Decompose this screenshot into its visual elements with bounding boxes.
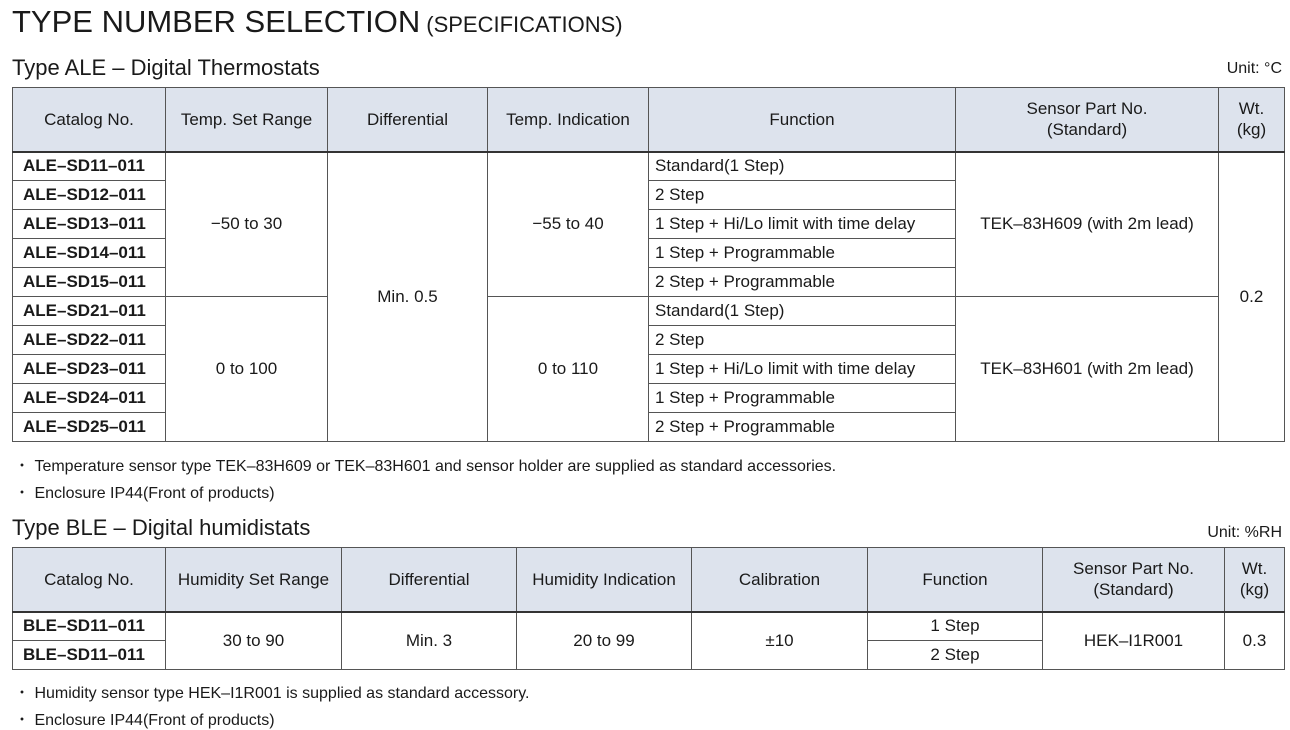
ble-header-sensor: [1043, 548, 1225, 612]
set-range-cell: −50 to 30: [166, 152, 328, 297]
ble-header-function: Function: [868, 548, 1043, 612]
sensor-cell: HEK–I1R001: [1043, 612, 1225, 670]
function-cell: 2 Step + Programmable: [649, 268, 956, 297]
catalog-cell: ALE–SD13–011: [13, 210, 166, 239]
catalog-cell: ALE–SD23–011: [13, 355, 166, 384]
ale-header-differential: Differential: [328, 88, 488, 152]
ble-header-row: [13, 548, 1285, 612]
indication-cell: −55 to 40: [488, 152, 649, 297]
page-subtitle: (SPECIFICATIONS): [426, 12, 623, 37]
table-row: [13, 152, 1285, 181]
sensor-cell: TEK–83H601 (with 2m lead): [956, 297, 1219, 442]
ale-header-sensor-line2: (Standard): [1046, 120, 1128, 140]
ble-header-calibration: Calibration: [692, 548, 868, 612]
page-title-main: TYPE NUMBER SELECTION: [12, 4, 421, 39]
ble-header-weight-line2: (kg): [1239, 580, 1270, 600]
indication-cell: 20 to 99: [517, 612, 692, 670]
ale-header-set-range: Temp. Set Range: [166, 88, 328, 152]
ale-header-catalog: Catalog No.: [13, 88, 166, 152]
weight-cell: 0.2: [1219, 152, 1285, 442]
page-title: [12, 4, 623, 40]
table-row: [13, 612, 1285, 641]
ble-spec-table: [12, 547, 1285, 670]
ble-header-weight: [1225, 548, 1285, 612]
function-cell: 1 Step + Programmable: [649, 239, 956, 268]
ale-header-sensor-line1: Sensor Part No.: [1026, 99, 1148, 119]
indication-cell: 0 to 110: [488, 297, 649, 442]
function-cell: 2 Step: [868, 641, 1043, 670]
ale-header-function: Function: [649, 88, 956, 152]
ble-header-sensor-line2: (Standard): [1093, 580, 1174, 600]
ble-note-2: ・ Enclosure IP44(Front of products): [14, 712, 275, 729]
function-cell: 2 Step: [649, 181, 956, 210]
ble-header-set-range: Humidity Set Range: [166, 548, 342, 612]
ale-section-title: Type ALE – Digital Thermostats: [12, 55, 320, 80]
catalog-cell: BLE–SD11–011: [13, 612, 166, 641]
ble-header-weight-line1: Wt.: [1241, 559, 1268, 579]
ale-header-weight-line1: Wt.: [1238, 99, 1265, 119]
function-cell: 1 Step + Programmable: [649, 384, 956, 413]
ale-header-row: [13, 88, 1285, 152]
differential-cell: Min. 0.5: [328, 152, 488, 442]
catalog-cell: ALE–SD24–011: [13, 384, 166, 413]
catalog-cell: ALE–SD22–011: [13, 326, 166, 355]
catalog-cell: ALE–SD14–011: [13, 239, 166, 268]
ale-note-1: ・ Temperature sensor type TEK–83H609 or TEK–83H601 and sensor holder are supplied as standard accessories.: [14, 458, 837, 475]
ble-header-differential: Differential: [342, 548, 517, 612]
set-range-cell: 0 to 100: [166, 297, 328, 442]
ble-note-1: ・ Humidity sensor type HEK–I1R001 is supplied as standard accessory.: [14, 685, 530, 702]
function-cell: 1 Step + Hi/Lo limit with time delay: [649, 355, 956, 384]
function-cell: Standard(1 Step): [649, 297, 956, 326]
function-cell: 1 Step + Hi/Lo limit with time delay: [649, 210, 956, 239]
ble-header-sensor-line1: Sensor Part No.: [1073, 559, 1194, 579]
ale-spec-table: [12, 87, 1285, 442]
ale-note-2: ・ Enclosure IP44(Front of products): [14, 485, 275, 502]
catalog-cell: ALE–SD25–011: [13, 413, 166, 442]
ale-unit-label: Unit: °C: [1226, 60, 1282, 77]
ble-header-catalog: Catalog No.: [13, 548, 166, 612]
catalog-cell: BLE–SD11–011: [13, 641, 166, 670]
ale-header-weight: [1219, 88, 1285, 152]
calibration-cell: ±10: [692, 612, 868, 670]
ale-header-sensor: [956, 88, 1219, 152]
function-cell: 2 Step + Programmable: [649, 413, 956, 442]
ble-header-indication: Humidity Indication: [517, 548, 692, 612]
function-cell: 1 Step: [868, 612, 1043, 641]
function-cell: 2 Step: [649, 326, 956, 355]
catalog-cell: ALE–SD12–011: [13, 181, 166, 210]
table-row: [13, 297, 1285, 326]
set-range-cell: 30 to 90: [166, 612, 342, 670]
function-cell: Standard(1 Step): [649, 152, 956, 181]
ble-unit-label: Unit: %RH: [1207, 524, 1282, 541]
differential-cell: Min. 3: [342, 612, 517, 670]
weight-cell: 0.3: [1225, 612, 1285, 670]
ale-header-indication: Temp. Indication: [488, 88, 649, 152]
ble-section-title: Type BLE – Digital humidistats: [12, 515, 311, 540]
catalog-cell: ALE–SD21–011: [13, 297, 166, 326]
ale-header-weight-line2: (kg): [1236, 120, 1267, 140]
catalog-cell: ALE–SD11–011: [13, 152, 166, 181]
sensor-cell: TEK–83H609 (with 2m lead): [956, 152, 1219, 297]
catalog-cell: ALE–SD15–011: [13, 268, 166, 297]
